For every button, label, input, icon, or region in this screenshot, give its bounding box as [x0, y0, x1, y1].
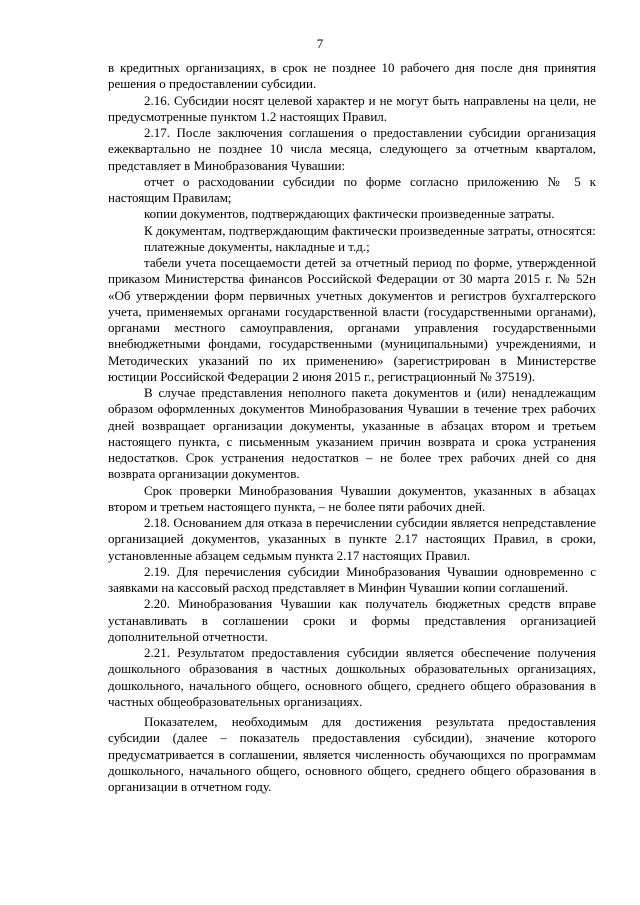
paragraph: 2.18. Основанием для отказа в перечислении субсидии является непредставление организацией документов, указанных в пункте 2.17 настоящих Правил, в сроки, установленные абзацем седьмым пункта 2.17 настоящих Правил.	[108, 515, 596, 563]
paragraph: платежные документы, накладные и т.д.;	[144, 238, 370, 254]
document-body	[108, 60, 596, 795]
paragraph: в кредитных организациях, в срок не позднее 10 рабочего дня после дня принятия решения о предоставлении субсидии.	[108, 60, 596, 92]
paragraph: 2.17. После заключения соглашения о предоставлении субсидии организация ежеквартально не позднее 10 числа месяца, следующего за отчетным кварталом, представляет в Минобразования Чувашии:	[108, 125, 596, 173]
paragraph: 2.21. Результатом предоставления субсидии является обеспечение получения дошкольного образования в частных дошкольных образовательных организациях, дошкольного, начального общего, основного общего, среднего общего образования в частных общеобразовательных организациях.	[108, 645, 596, 709]
paragraph: Срок проверки Минобразования Чувашии документов, указанных в абзацах втором и третьем настоящего пункта, – не более пяти рабочих дней.	[108, 482, 596, 514]
page-number: 7	[316, 36, 324, 51]
paragraph: табели учета посещаемости детей за отчетный период по форме, утвержденной приказом Министерства финансов Российской Федерации от 30 марта 2015 г. № 52н «Об утверждении форм первичных учетных документов и регистров бухгалтерского учета, применяемых органами государственной власти (государственными органами), органами местного самоуправления, органами управления государственными внебюджетными фондами, государственными (муниципальными) учреждениями, и Методических указаний по их применению» (зарегистрирован в Министерстве юстиции Российской Федерации 2 июня 2015 г., регистрационный № 37519).	[108, 255, 596, 384]
paragraph: В случае представления неполного пакета документов и (или) ненадлежащим образом оформленных документов Минобразования Чувашии в течение трех рабочих дней возвращает организации документы, указанные в абзацах втором и третьем настоящего пункта, с письменным указанием причин возврата и срока устранения недостатков. Срок устранения недостатков – не более трех рабочих дней со дня возврата организации документов.	[108, 385, 596, 482]
paragraph: отчет о расходовании субсидии по форме согласно приложению № 5 к настоящим Правилам;	[108, 173, 596, 205]
paragraph: К документам, подтверждающим фактически произведенные затраты, относятся:	[144, 222, 596, 238]
paragraph: 2.16. Субсидии носят целевой характер и не могут быть направлены на цели, не предусмотренные пунктом 1.2 настоящих Правил.	[108, 92, 596, 124]
paragraph: 2.19. Для перечисления субсидии Минобразования Чувашии одновременно с заявками на кассовый расход представляет в Минфин Чувашии копии соглашений.	[108, 563, 596, 595]
paragraph: копии документов, подтверждающих фактически произведенные затраты.	[144, 206, 555, 222]
paragraph: 2.20. Минобразования Чувашии как получатель бюджетных средств вправе устанавливать в соглашении сроки и формы представления организацией дополнительной отчетности.	[108, 596, 596, 644]
paragraph: Показателем, необходимым для достижения результата предоставления субсидии (далее – показатель предоставления субсидии), значение которого предусматривается в соглашении, является численность обучающихся по программам дошкольного, начального общего, основного общего, среднего общего образования в организации в отчетном году.	[108, 714, 596, 794]
